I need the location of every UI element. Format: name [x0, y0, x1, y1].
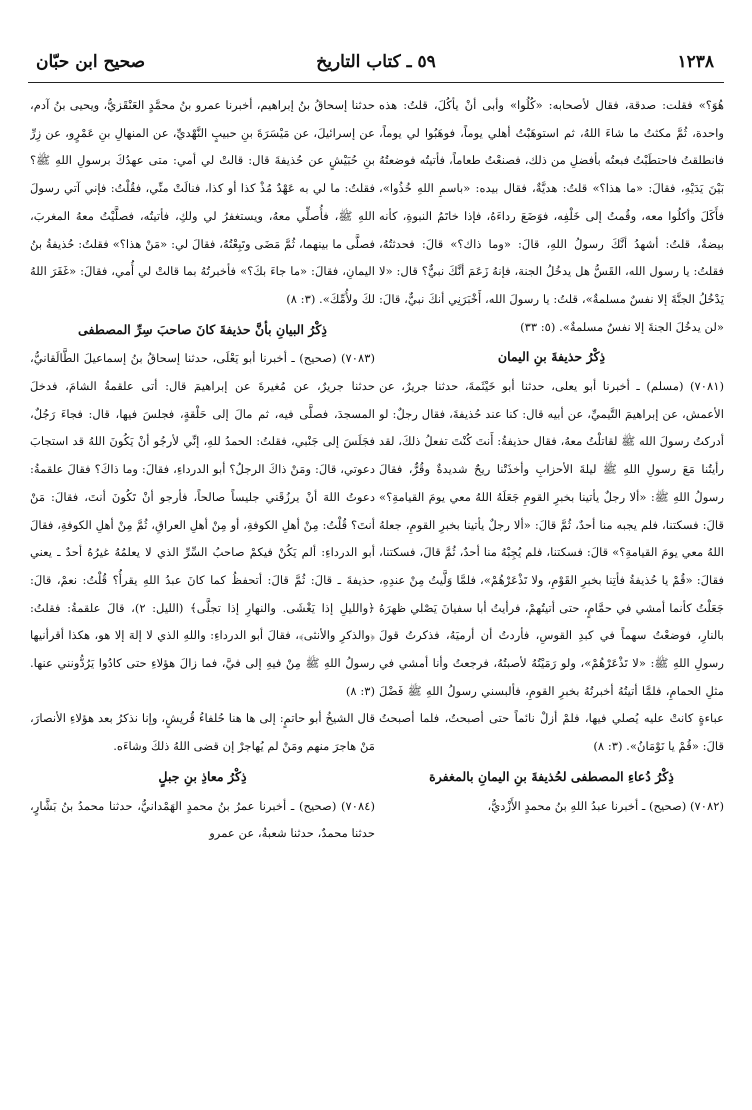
left-column	[30, 92, 375, 1092]
page-number: ١٢٣٨	[677, 52, 714, 72]
hadith-text: (٧٠٨٤) (صحيح) ـ أخبرنا عمرُ بنُ محمدٍ الهَمْدانيُّ، حدثنا محمدُ بنُ بَشَّارٍ، حدثنا محمدٌ، حدثنا شعبةُ، عن عمرو	[30, 798, 375, 841]
section-heading: ذِكْرُ دُعاءِ المصطفى لحُذيفةَ بنِ اليمانِ بالمغفرة	[429, 768, 674, 784]
book-title: صحيح ابن حبّان	[36, 52, 146, 72]
section-heading: ذِكْرُ البيانِ بأنَّ حذيفةَ كانَ صاحبَ سِرِّ المصطفى	[78, 321, 327, 337]
right-column	[379, 92, 724, 1092]
section-heading: ذِكْرُ معاذِ بنِ جبلٍ	[158, 768, 247, 784]
hadith-text: هُوَ؟» فقلت: صدقة، فقال لأصحابه: «كُلُوا» وأبى أنْ يأكُلَ، قلتُ: هذه واحدة، ثُمَّ مكثتُ ما شاءَ اللهُ، ثم استوهَبْتُ أهلي يوماً، فوهَبُوا لي يوماً، فانطلقتُ فاحتطَبْتُ فبعتُه بأفضلِ من ذلك، فصنعْتُ طعاماً، فأتيتُه فوضعتُهُ بَيْنَ يَدَيْهِ، فقالَ: «ما هذا؟» قلتُ: هديَّةٌ، فقال بيده: «باسمِ اللهِ خُذُوا»، فأَكَلَ وأكلُوا معه، وقُمتُ إلى خَلْفِه، فوَضَعَ رداءَهُ، فإذا خاتَمُ النبوةِ، كأنه بيضةٌ، قلتُ: أشهدُ أنَّكَ رسولُ اللهِ، قالَ: «وما ذاك؟» قالَ: فحدثتُهُ، فقلتُ: يا رسول الله، القَسُّ هل يدخُلُ الجنة، فإنهُ زَعَمَ أنَّكَ نبيٌّ؟ قال: «لا يَدْخُلُ الجنَّةَ إلا نفسٌ مسلمةٌ»، قلتُ: يا رسولَ الله، أَخْبَرَنِي أنكَ نبيٌّ، قالَ: «لن يدخُلَ الجنةَ إلا نفسٌ مسلمةٌ». (٥: ٣٣)	[379, 98, 724, 334]
hadith-text: حدثنا إسحاقُ بنُ إبراهيم، أخبرنا عمرو بنُ محمَّدٍ العَنْقَزيُّ، ويحيى بنُ آدم، عن إسرائيلَ، عن مَيْسَرَةَ بنِ حبيبٍ النَّهْديِّ، عن المنهالِ بنِ عَمْرٍو، عن زِرِّ بنِ حُبَيْشٍ عن حُذيفةَ قال: قالتْ لي أمي: متى عهدُكَ برسولِ اللهِ ﷺ؟ فقلتُ: ما لي به عَهْدٌ مُذْ كذا أو كذا، فنالَتْ منِّي، فقُلْتُ: فإني آتي رسولَ اللهِ ﷺ، فأُصلِّي معهُ، ويستغفرُ لي ولكِ، فأتيتُه، فصلَّيْتُ معهُ المغربَ، فصلَّى ما بينهما، ثُمَّ مَضَى وتَبِعْتُهُ، فقالَ لي: «مَنْ هذا؟» فقلتُ: حُذيفةُ بنُ اليمانِ، فقالَ: «ما جاءَ بكَ؟» فأخبرتُهُ بما قالتْ لي أُمي، فقالَ: «غَفَرَ اللهُ لكَ ولأُمِّكَ». (٣: ٨)	[30, 98, 375, 306]
page-header	[28, 44, 724, 84]
hadith-text: (٧٠٨٣) (صحيح) ـ أخبرنا أبو يَعْلَى، حدثنا إسحاقُ بنُ إسماعيلَ الطَّالَقانيُّ، حدثنا جريرٌ، عن مُغيرةَ عن إبراهيمَ قال: أتى علقمةُ الشامَ، فدخلَ المسجدَ، فصلَّى فيه، ثم مالَ إلى حَلْقةٍ، فجلسَ فيها، قال: فجاءَ رَجُلٌ، فجَلَسَ إلى جَنْبي، فقلتُ: الحمدُ للهِ، إنِّي لأرجُو أنْ يَكُونَ اللهُ قد استجابَ دعوتي، قالَ: ومَنْ ذاكَ الرجلُ؟ أبو الدرداءِ، فقالَ: وما ذاكَ؟ فقالَ علقمةُ: دعوتُ اللهَ أنْ يرزُقَني جليساً صالحاً، فأرجو أنْ تَكُونَ أنتَ، فقالَ: مَنْ أنتَ؟ قُلْتُ: مِنْ أهلِ الكوفةِ، أو مِنْ أهلِ العراقِ، ثُمَّ مِنْ أهلِ الكوفةِ، فقالَ أبو الدرداءِ: ألم يَكُنْ فيكمْ صاحبُ السِّرِّ الذي لا يعلمُهُ غيرُهُ أحدٌ ـ يعني حذيفةَ ـ قالَ: ثُمَّ قالَ: أتحفظُ كما كانَ عبدُ اللهِ يقرأُ؟ قُلْتُ: نعمْ، قالَ: ﴿والليلِ إذا يَغْشَى. والنهارِ إذا تجلَّى﴾ (الليل: ٢)، قالَ علقمةُ: فقلتُ: ﴿والذكرِ والأنثى﴾، فقالَ أبو الدرداءِ: واللهِ الذي لا إلهَ إلا هو، هكذا أقرأنيها رسولُ اللهِ ﷺ مِنْ فيهِ إلى فيَّ، فما زالَ هؤلاءِ حتى كادُوا يَرُدُّونني عنها. (٣: ٨)	[30, 351, 375, 698]
header-divider	[28, 82, 724, 83]
hadith-text: (٧٠٨١) (مسلم) ـ أخبرنا أبو يعلى، حدثنا أبو خَيْثَمةَ، حدثنا جريرٌ، عن الأعمش، عن إبراهيمَ التَّيميِّ، عن أبيه قال: كنا عند حُذيفةَ، فقال رجلٌ: لو أدركتُ رسولَ الله ﷺ لقاتلْتُ معهُ، فقال حذيفةُ: أَنتَ كُنْتَ تفعلُ ذلكَ، لقد رأيتُنا مَعَ رسولِ اللهِ ﷺ ليلةَ الأحزابِ وأخذَتْنا ريحٌ شديدةٌ وقُرٌّ، فقالَ رسولُ اللهِ ﷺ: «ألا رجلٌ يأتينا بخبرِ القومِ جَعَلَهُ اللهُ معي يومَ القيامةِ؟» قالَ: فسكتنا، فلم يجبه منا أحدٌ، ثُمَّ قالَ: «ألا رجلٌ يأتينا بخبرِ القومِ، جعلهُ اللهُ معي يومَ القيامةِ؟» قالَ: فسكتنا، فلم يُجِبْهُ منا أحدٌ، ثُمَّ قالَ، فسكتنا، فقالَ: «قُمْ يا حُذيفةُ فأتِنا بخبرِ القَوْمِ، ولا تَذْعَرْهُمْ»، فلمَّا وَلَّيتُ مِنْ عندِهِ، جَعَلْتُ كأنما أمشي في حمَّامٍ، حتى أتيتُهمْ، فرأيتُ أبا سفيانَ يَصْلي ظهرَهُ بالنارِ، فوضعْتُ سهماً في كبدِ القوسِ، فأردتُ أن أرميَهُ، فذكرتُ قولَ رسولِ اللهِ ﷺ: «لا تَذْعَرْهُمْ»، ولو رَمَيْتُهُ لأصبتُهُ، فرجعتُ وأنا أمشي في مثلِ الحمامِ، فلمَّا أتيتُهُ أخبرتُهُ بخبرِ القومِ، فألبسني رسولُ اللهِ ﷺ فَضْلَ عباءةٍ كانتْ عليه يُصلي فيها، فلمْ أزلْ نائماً حتى أصبحتُ، فلما أصبحتُ قالَ: «قُمْ يا نَوْمَانُ». (٣: ٨)	[379, 379, 724, 754]
chapter-title: ٥٩ ـ كتاب التاريخ	[316, 52, 436, 72]
hadith-text: (٧٠٨٢) (صحيح) ـ أخبرنا عبدُ اللهِ بنُ محمدٍ الأَزْديُّ،	[487, 798, 724, 813]
commentary-text: قال الشيخُ أبو حاتمٍ: إلى ها هنا حُلفاءُ قُريشٍ، وإنا نذكرُ بعد هؤلاءِ الأنصارَ، مَنْ هاجرَ منهم ومَنْ لم يُهاجرْ إن قضى اللهُ ذلكَ وشاءَه.	[30, 711, 375, 754]
section-heading: ذِكْرُ حذيفةَ بنِ اليمان	[497, 349, 606, 365]
